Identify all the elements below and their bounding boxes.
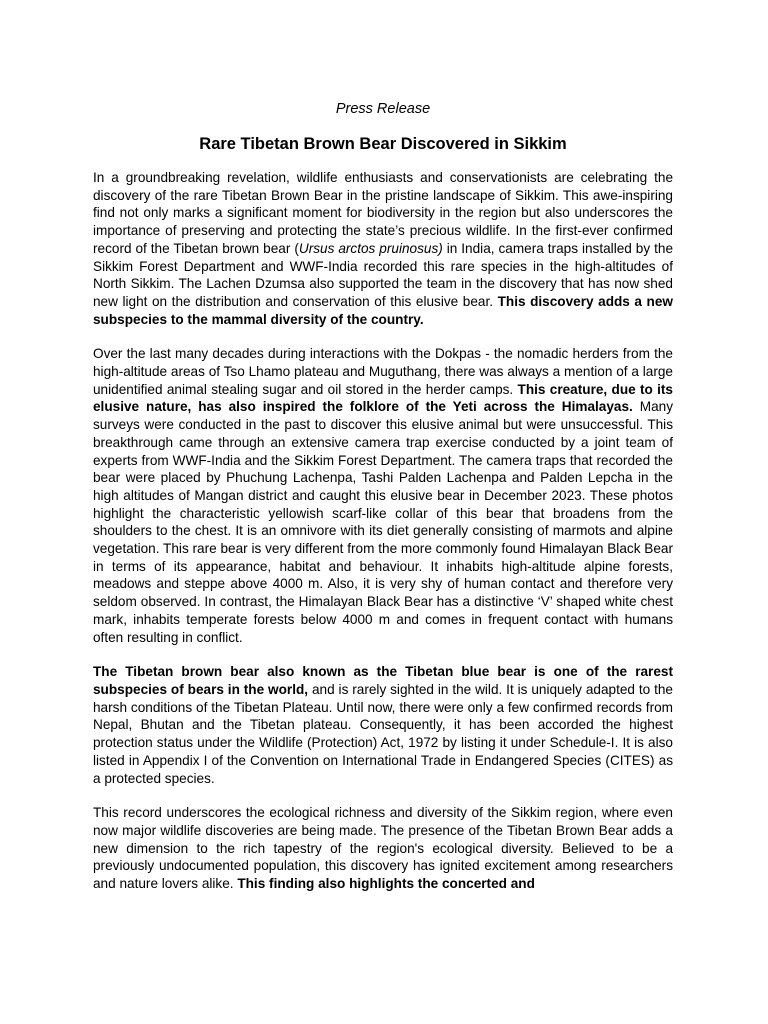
text-run-bold: The Tibetan brown bear also known as the Tibetan blue bear is one of the rarest subspecies of bears in the world,: [93, 664, 673, 697]
paragraph-3: [93, 663, 673, 787]
document-page: [93, 99, 673, 910]
paragraph-2: [93, 345, 673, 646]
text-run: Many surveys were conducted in the past to discover this elusive animal but were unsuccessful. This breakthrough came through an extensive camera trap exercise conducted by a joint team of experts from WWF-India and the Sikkim Forest Department. The camera traps that recorded the bear were placed by Phuchung Lachenpa, Tashi Palden Lachenpa and Palden Lepcha in the high altitudes of Mangan district and caught this elusive bear in December 2023. These photos highlight the characteristic yellowish scarf-like collar of this bear that broadens from the shoulders to the chest. It is an omnivore with its diet generally consisting of marmots and alpine vegetation. This rare bear is very different from the more commonly found Himalayan Black Bear in terms of its appearance, habitat and behaviour. It inhabits high-altitude alpine forests, meadows and steppe above 4000 m. Also, it is very shy of human contact and therefore very seldom observed. In contrast, the Himalayan Black Bear has a distinctive ‘V’ shaped white chest mark, inhabits temperate forests below 4000 m and comes in frequent contact with humans often resulting in conflict.: [93, 399, 673, 645]
text-run: This record underscores the ecological richness and diversity of the Sikkim region, where even now major wildlife discoveries are being made. The presence of the Tibetan Brown Bear adds a new dimension to the rich tapestry of the region's ecological diversity. Believed to be a previously undocumented population, this discovery has ignited excitement among researchers and nature lovers alike.: [93, 805, 673, 892]
text-run-italic: Ursus arctos pruinosus): [298, 240, 443, 256]
text-run-bold: This discovery adds a new subspecies to the mammal diversity of the country.: [93, 293, 673, 327]
text-run-bold: This finding also highlights the concerted and: [237, 876, 535, 892]
paragraph-4: [93, 804, 673, 893]
press-release-label: Press Release: [335, 101, 431, 117]
paragraph-1: [93, 169, 673, 328]
text-run: and is rarely sighted in the wild. It is uniquely adapted to the harsh conditions of the Tibetan Plateau. Until now, there were only a few confirmed records from Nepal, Bhutan and the Tibetan plateau. Consequently, it has been accorded the highest protection status under the Wildlife (Protection) Act, 1972 by listing it under Schedule-I. It is also listed in Appendix I of the Convention on International Trade in Endangered Species (CITES) as a protected species.: [93, 681, 673, 786]
text-run: in India, camera traps installed by the Sikkim Forest Department and WWF-India recorded this rare species in the high-altitudes of North Sikkim. The Lachen Dzumsa also supported the team in the discovery that has now shed new light on the distribution and conservation of this elusive bear.: [93, 240, 673, 309]
text-run: Over the last many decades during interactions with the Dokpas - the nomadic herders from the high-altitude areas of Tso Lhamo plateau and Muguthang, there was always a mention of a large unidentified animal stealing sugar and oil stored in the herder camps.: [93, 346, 673, 397]
text-run-bold: This creature, due to its elusive nature, has also inspired the folklore of the Yeti across the Himalayas.: [93, 381, 673, 415]
text-run: In a groundbreaking revelation, wildlife enthusiasts and conservationists are celebrating the discovery of the rare Tibetan Brown Bear in the pristine landscape of Sikkim. This awe-inspiring find not only marks a significant moment for biodiversity in the region but also underscores the importance of preserving and protecting the state’s precious wildlife. In the first-ever confirmed record of the Tibetan brown bear (: [93, 170, 673, 256]
page-title: Rare Tibetan Brown Bear Discovered in Sikkim: [199, 135, 567, 153]
